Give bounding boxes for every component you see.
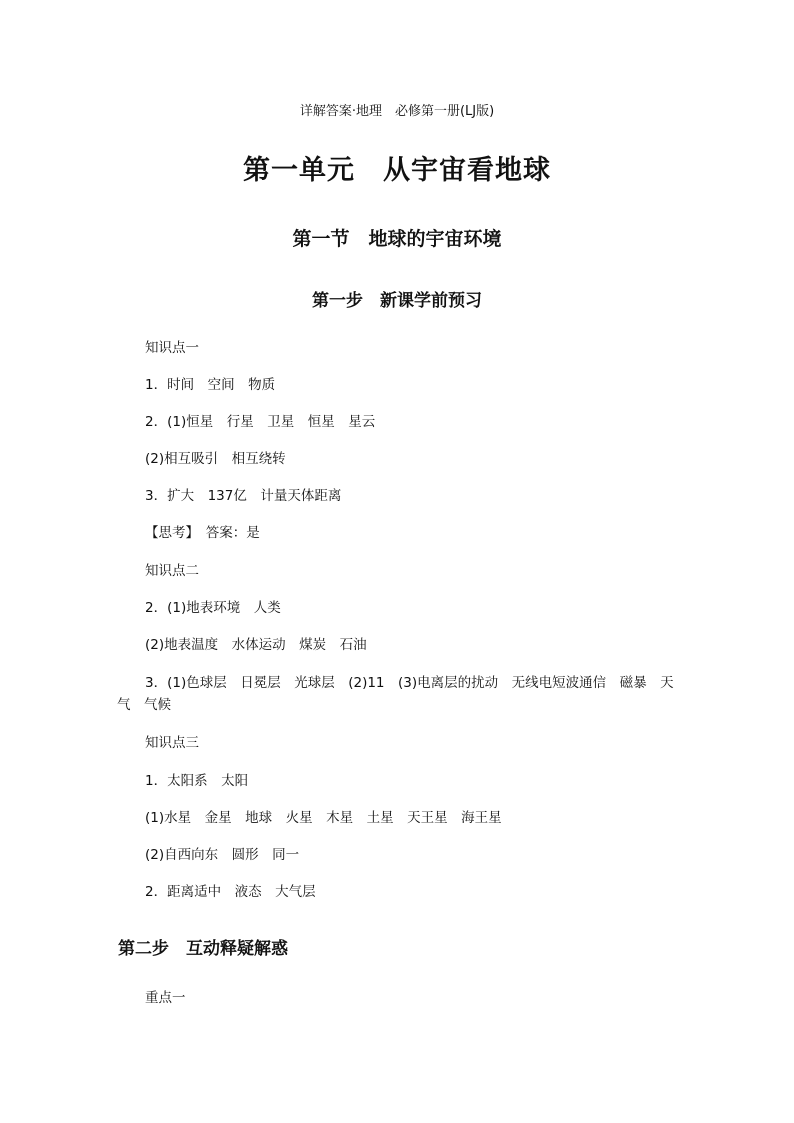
answer-line-continuation: 气 气候 xyxy=(117,697,171,713)
think-answer-line: 【思考】 答案：是 xyxy=(145,525,260,541)
key-point-heading: 重点一 xyxy=(145,990,186,1006)
answer-line: 2．(1)地表环境 人类 xyxy=(145,600,281,616)
step-two-title: 第二步 互动释疑解惑 xyxy=(118,939,288,959)
page-header: 详解答案·地理 必修第一册(LJ版) xyxy=(299,104,495,119)
section-title: 第一节 地球的宇宙环境 xyxy=(292,228,502,250)
knowledge-point-2-heading: 知识点二 xyxy=(145,563,199,579)
knowledge-point-3-heading: 知识点三 xyxy=(145,735,199,751)
knowledge-point-1-heading: 知识点一 xyxy=(145,340,199,356)
step-one-title: 第一步 新课学前预习 xyxy=(312,291,482,311)
answer-line: 1．太阳系 太阳 xyxy=(145,773,249,789)
answer-line: 1．时间 空间 物质 xyxy=(145,377,276,393)
answer-line: 3．(1)色球层 日冕层 光球层 (2)11 (3)电离层的扰动 无线电短波通信 磁暴 天 xyxy=(145,675,674,691)
answer-line: 2．距离适中 液态 大气层 xyxy=(145,884,316,900)
answer-line: 3．扩大 137亿 计量天体距离 xyxy=(145,488,342,504)
unit-title: 第一单元 从宇宙看地球 xyxy=(243,155,551,186)
answer-line: (2)自西向东 圆形 同一 xyxy=(145,847,300,863)
answer-line: (2)地表温度 水体运动 煤炭 石油 xyxy=(145,637,367,653)
answer-line: 2．(1)恒星 行星 卫星 恒星 星云 xyxy=(145,414,376,430)
answer-line: (1)水星 金星 地球 火星 木星 土星 天王星 海王星 xyxy=(145,810,502,826)
answer-line: (2)相互吸引 相互绕转 xyxy=(145,451,286,467)
